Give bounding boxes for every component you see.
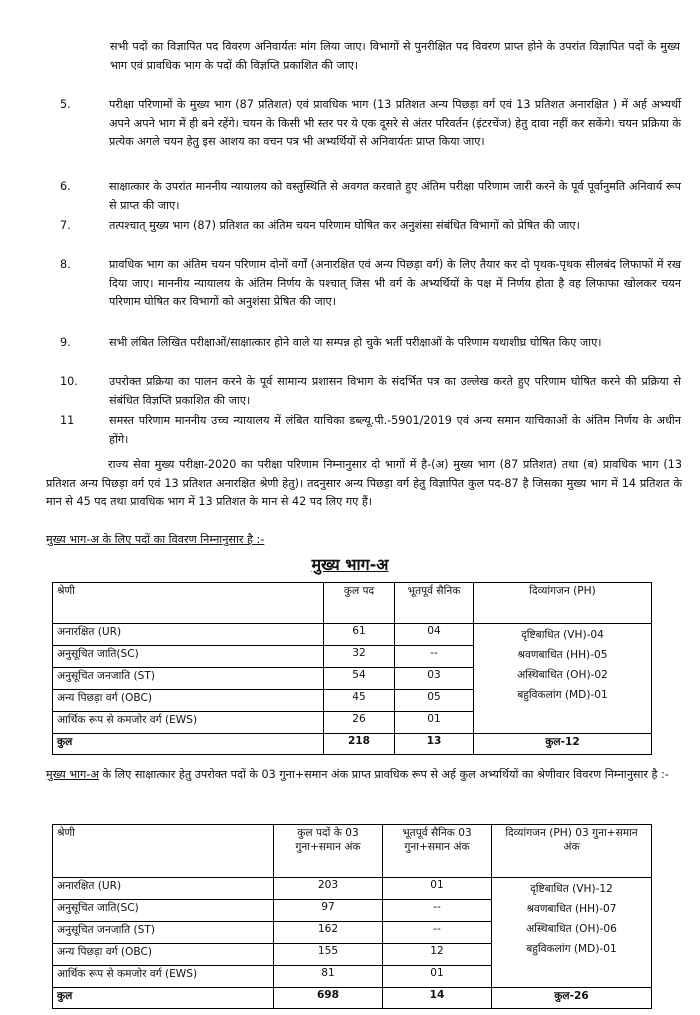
ex-servicemen-cell: 05 — [395, 690, 474, 712]
ph-cell — [474, 624, 652, 734]
point-text: समस्त परिणाम माननीय उच्च न्यायालय में लंबित याचिका डब्ल्यू.पी.-5901/2019 एवं अन्य समान याचिकाओं के अंतिम निर्णय के अधीन होंगे। — [109, 414, 681, 446]
table2-intro-underlined: मुख्य भाग-अ — [46, 768, 99, 781]
point-text: परीक्षा परिणामों के मुख्य भाग (87 प्रतिशत) एवं प्रावधिक भाग (13 प्रतिशत अन्य पिछड़ा वर्ग एवं 13 प्रतिशत अनारक्षित ) में अर्ह अभ्यर्थी अपने अपने भाग में ही बने रहेंगे। चयन के किसी भी स्तर पर ये एक दूसरे से अंतर परिवर्तन (इंटरचेंज) हेतु दावा नहीं कर सकेंगे। चयन प्रक्रिया के प्रत्येक अगले चयन हेतु इस आशय का वचन पत्र भी अभ्यर्थियों से अनिवार्यतः प्राप्त किया जाए। — [109, 98, 681, 149]
category-cell: अनुसूचित जाति(SC) — [53, 646, 324, 668]
posts-cell: 162 — [274, 922, 383, 944]
header-ph: दिव्यांगजन (PH) 03 गुना+समान अंक — [492, 825, 652, 878]
posts-cell: 54 — [324, 668, 395, 690]
table2 — [52, 824, 652, 1009]
header-total-posts: कुल पदों के 03 गुना+समान अंक — [274, 825, 383, 878]
ph-line: श्रवणबाधित (HH)-07 — [526, 903, 617, 915]
ex-servicemen-cell: -- — [383, 900, 492, 922]
total-ph: कुल-26 — [492, 988, 652, 1009]
point-text: सभी लंबित लिखित परीक्षाओं/साक्षात्कार होने वाले या सम्पन्न हो चुके भर्ती परीक्षाओं के परिणाम यथाशीघ्र घोषित किए जाए। — [109, 336, 602, 349]
total-ex-servicemen: 14 — [383, 988, 492, 1009]
ex-servicemen-cell: -- — [395, 646, 474, 668]
intro-paragraph: सभी पदों का विज्ञापित पद विवरण अनिवार्यतः मांग लिया जाए। विभागों से पुनरीक्षित पद विवरण प्राप्त होने के उपरांत विज्ञापित पदों के मुख्य भाग एवं प्रावधिक भाग के पदों की विज्ञप्ति प्रकाशित की जाए। — [110, 40, 680, 72]
table2-intro — [46, 766, 682, 785]
total-ph: कुल-12 — [474, 734, 652, 755]
total-label: कुल — [53, 988, 274, 1009]
table-row — [53, 624, 652, 646]
posts-cell: 61 — [324, 624, 395, 646]
header-ex-servicemen: भूतपूर्व सैनिक 03 गुना+समान अंक — [383, 825, 492, 878]
ex-servicemen-cell: 01 — [383, 878, 492, 900]
posts-cell: 81 — [274, 966, 383, 988]
header-category: श्रेणी — [53, 583, 324, 624]
ex-servicemen-cell: 04 — [395, 624, 474, 646]
point-text: तत्पश्चात् मुख्य भाग (87) प्रतिशत का अंतिम चयन परिणाम घोषित कर अनुशंसा संबंधित विभागों को प्रेषित की जाए। — [109, 219, 580, 232]
ph-line: दृष्टिबाधित (VH)-04 — [521, 629, 604, 641]
table-row — [53, 878, 652, 900]
table-total-row — [53, 734, 652, 755]
table1 — [52, 582, 652, 755]
total-posts: 218 — [324, 734, 395, 755]
posts-cell: 26 — [324, 712, 395, 734]
point-text: प्रावधिक भाग का अंतिम चयन परिणाम दोनों वर्गों (अनारक्षित एवं अन्य पिछड़ा वर्ग) के लिए तैयार कर दो पृथक-पृथक सीलबंद लिफाफों में रख दिया जाए। माननीय न्यायालय के अंतिम निर्णय के पश्चात् जिस भी वर्ग के अभ्यर्थियों के पक्ष में निर्णय होता है वह लिफाफा खोलकर चयन परिणाम घोषित कर विभागों को अनुशंसा प्रेषित की जाए। — [109, 258, 681, 309]
posts-cell: 45 — [324, 690, 395, 712]
table-header-row — [53, 583, 652, 624]
ph-line: दृष्टिबाधित (VH)-12 — [530, 883, 613, 895]
ex-servicemen-cell: 01 — [383, 966, 492, 988]
point-number: 7. — [60, 219, 71, 232]
point-number: 11 — [60, 414, 75, 427]
category-cell: अन्य पिछड़ा वर्ग (OBC) — [53, 690, 324, 712]
result-paragraph: राज्य सेवा मुख्य परीक्षा-2020 का परीक्षा परिणाम निम्नानुसार दो भागों में है-(अ) मुख्य भाग (87 प्रतिशत) तथा (ब) प्रावधिक भाग (13 प्रतिशत अन्य पिछड़ा वर्ग एवं 13 प्रतिशत अनारक्षित श्रेणी हेतु)। तदनुसार अन्य पिछड़ा वर्ग हेतु विज्ञापित कुल पद-87 है जिसका मुख्य भाग में 14 प्रतिशत के मान से 45 पद तथा प्रावधिक भाग में 13 प्रतिशत के मान से 42 पद लिए गए हैं। — [46, 458, 682, 509]
category-cell: अनारक्षित (UR) — [53, 624, 324, 646]
header-total-posts: कुल पद — [324, 583, 395, 624]
ex-servicemen-cell: 03 — [395, 668, 474, 690]
table-total-row — [53, 988, 652, 1009]
total-label: कुल — [53, 734, 324, 755]
posts-cell: 203 — [274, 878, 383, 900]
point-number: 8. — [60, 258, 71, 271]
ex-servicemen-cell: 12 — [383, 944, 492, 966]
ph-cell — [492, 878, 652, 988]
total-posts: 698 — [274, 988, 383, 1009]
posts-cell: 155 — [274, 944, 383, 966]
table-header-row — [53, 825, 652, 878]
category-cell: अनुसूचित जाति(SC) — [53, 900, 274, 922]
category-cell: आर्थिक रूप से कमजोर वर्ग (EWS) — [53, 966, 274, 988]
point-number: 10. — [60, 375, 78, 388]
total-ex-servicemen: 13 — [395, 734, 474, 755]
ex-servicemen-cell: -- — [383, 922, 492, 944]
ex-servicemen-cell: 01 — [395, 712, 474, 734]
point-number: 6. — [60, 180, 71, 193]
header-category: श्रेणी — [53, 825, 274, 878]
point-text: उपरोक्त प्रक्रिया का पालन करने के पूर्व सामान्य प्रशासन विभाग के संदर्भित पत्र का उल्लेख करते हुए परिणाम घोषित करने की प्रक्रिया से संबंधित विज्ञप्ति प्रकाशित की जाए। — [109, 375, 681, 407]
ph-line: बहुविकलांग (MD)-01 — [517, 689, 608, 701]
ph-line: बहुविकलांग (MD)-01 — [526, 943, 617, 955]
header-ex-servicemen: भूतपूर्व सैनिक — [395, 583, 474, 624]
point-number: 5. — [60, 98, 71, 111]
point-text: साक्षात्कार के उपरांत माननीय न्यायालय को वस्तुस्थिति से अवगत करवाते हुए अंतिम परीक्षा परिणाम जारी करने के पूर्व पूर्वानुमति अनिवार्य रूप से प्राप्त की जाए। — [109, 180, 681, 212]
ph-line: अस्थिबाधित (OH)-06 — [526, 923, 617, 935]
posts-cell: 97 — [274, 900, 383, 922]
header-ph: दिव्यांगजन (PH) — [474, 583, 652, 624]
category-cell: अनुसूचित जनजाति (ST) — [53, 668, 324, 690]
category-cell: आर्थिक रूप से कमजोर वर्ग (EWS) — [53, 712, 324, 734]
posts-cell: 32 — [324, 646, 395, 668]
category-cell: अनारक्षित (UR) — [53, 878, 274, 900]
table1-heading: मुख्य भाग-अ — [311, 555, 389, 574]
table1-intro: मुख्य भाग-अ के लिए पदों का विवरण निम्नानुसार है :- — [46, 533, 265, 546]
ph-line: श्रवणबाधित (HH)-05 — [517, 649, 608, 661]
table2-intro-text: के लिए साक्षात्कार हेतु उपरोक्त पदों के 03 गुना+समान अंक प्राप्त प्रावधिक रूप से अर्ह कुल अभ्यर्थियों का श्रेणीवार विवरण निम्नानुसार है :- — [98, 768, 669, 781]
point-number: 9. — [60, 336, 71, 349]
category-cell: अनुसूचित जनजाति (ST) — [53, 922, 274, 944]
ph-line: अस्थिबाधित (OH)-02 — [517, 669, 608, 681]
category-cell: अन्य पिछड़ा वर्ग (OBC) — [53, 944, 274, 966]
